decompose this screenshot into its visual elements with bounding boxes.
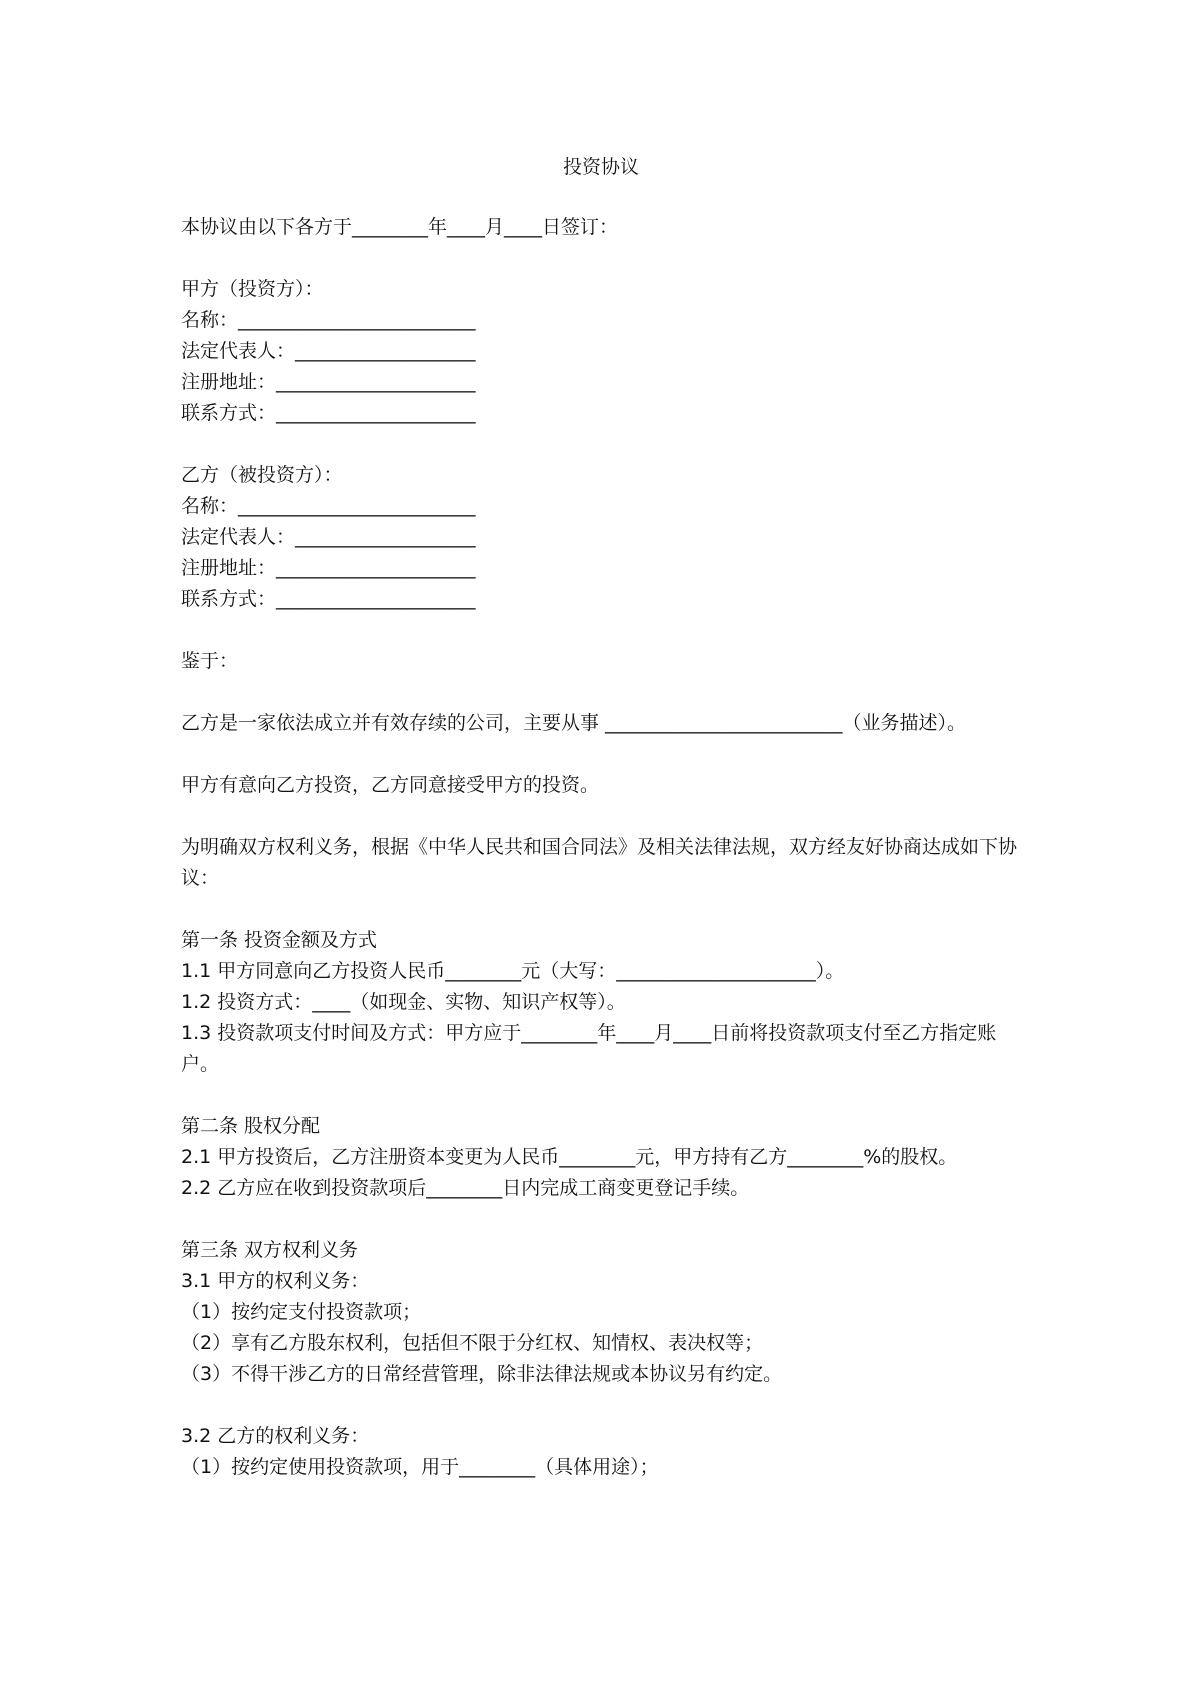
article-3-party-b-heading: 3.2 乙方的权利义务： [181,1425,370,1447]
article-3-party-b-item-1: （1）按约定使用投资款项，用于________（具体用途）； [181,1456,659,1478]
party-a-contact: 联系方式：_____________________ [181,402,476,424]
document-title: 投资协议 [562,156,639,178]
article-1-clause-1: 1.1 甲方同意向乙方投资人民币________元（大写：_____________________）。 [181,960,845,982]
spacer [181,615,1021,646]
party-a-heading: 甲方（投资方）： [181,278,324,300]
party-a-rep: 法定代表人：___________________ [181,340,476,362]
spacer [181,677,1021,708]
article-1-heading: 第一条 投资金额及方式 [181,929,378,951]
spacer [181,429,1021,460]
spacer [181,801,1021,832]
document-body [181,152,1021,1483]
article-1-clause-2: 1.2 投资方式：____（如现金、实物、知识产权等）。 [181,991,626,1013]
party-b-contact: 联系方式：_____________________ [181,588,476,610]
party-a-address: 注册地址：_____________________ [181,371,476,393]
party-b-address: 注册地址：_____________________ [181,557,476,579]
article-2-clause-2: 2.2 乙方应在收到投资款项后________日内完成工商变更登记手续。 [181,1177,750,1199]
article-1-clause-3: 1.3 投资款项支付时间及方式：甲方应于________年____月____日前将投资款项支付至乙方指定账户。 [181,1022,997,1075]
party-a-name: 名称：_________________________ [181,309,476,331]
spacer [181,739,1021,770]
spacer [181,1080,1021,1111]
article-3-party-a-heading: 3.1 甲方的权利义务： [181,1270,370,1292]
party-b-heading: 乙方（被投资方）： [181,464,343,486]
party-b-name: 名称：_________________________ [181,495,476,517]
article-2-heading: 第二条 股权分配 [181,1115,321,1137]
spacer [181,243,1021,274]
article-3-party-a-item-2: （2）享有乙方股东权利，包括但不限于分红权、知情权、表决权等； [181,1332,764,1354]
article-2-clause-1: 2.1 甲方投资后，乙方注册资本变更为人民币________元，甲方持有乙方________%的股权。 [181,1146,958,1168]
whereas-paragraph-2: 甲方有意向乙方投资，乙方同意接受甲方的投资。 [181,774,600,796]
spacer [181,894,1021,925]
spacer [181,1204,1021,1235]
article-3-party-a-item-1: （1）按约定支付投资款项； [181,1301,422,1323]
whereas-paragraph-3: 为明确双方权利义务，根据《中华人民共和国合同法》及相关法律法规，双方经友好协商达成如下协议： [181,836,1018,889]
whereas-paragraph-1: 乙方是一家依法成立并有效存续的公司，主要从事 _________________________（业务描述）。 [181,712,967,734]
article-3-heading: 第三条 双方权利义务 [181,1239,359,1261]
whereas-heading: 鉴于： [181,650,239,672]
article-3-party-a-item-3: （3）不得干涉乙方的日常经营管理，除非法律法规或本协议另有约定。 [181,1363,783,1385]
party-b-rep: 法定代表人：___________________ [181,526,476,548]
intro-line: 本协议由以下各方于________年____月____日签订： [181,216,619,238]
spacer [181,1390,1021,1421]
